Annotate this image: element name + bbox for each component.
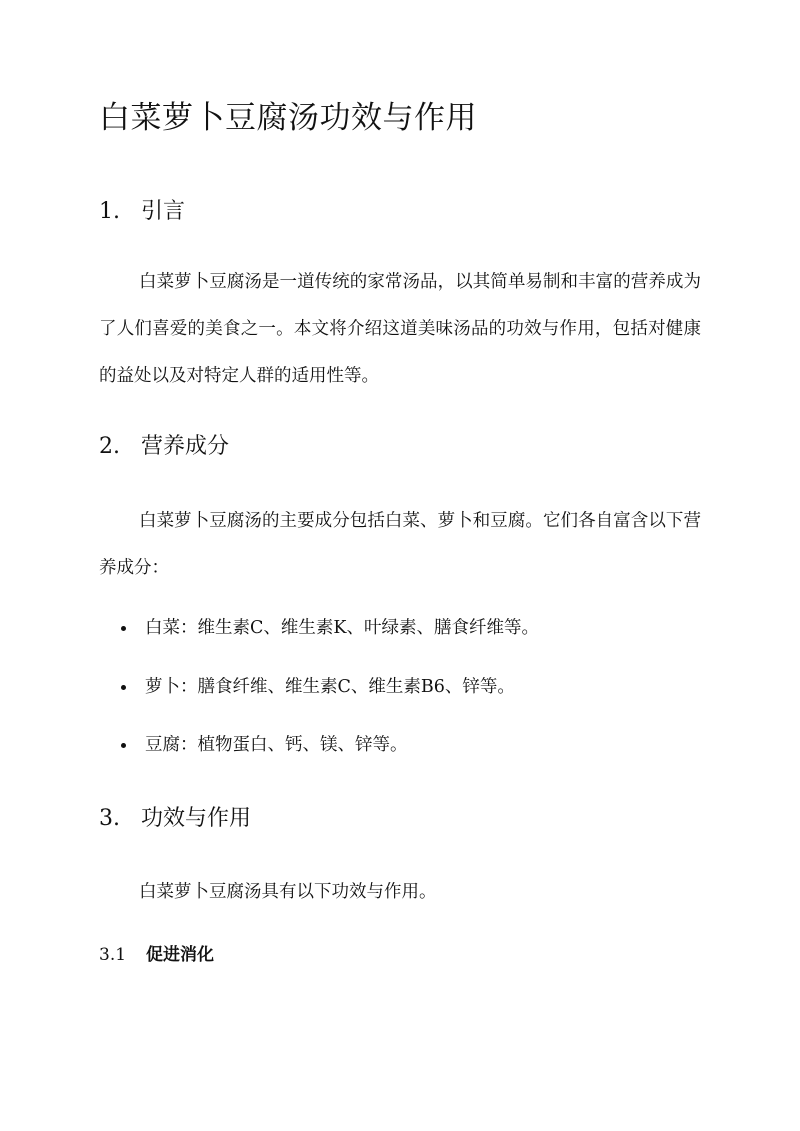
section-heading-effects [99,803,251,835]
section-number: 1. [99,199,120,224]
document-title: 白菜萝卜豆腐汤功效与作用 [99,100,477,136]
bullet-icon [121,743,126,748]
subsection-number: 3.1 [99,945,127,965]
subsection-title: 促进消化 [146,945,214,965]
section-number: 3. [99,806,120,831]
intro-paragraph: 白菜萝卜豆腐汤是一道传统的家常汤品，以其简单易制和丰富的营养成为了人们喜爱的美食之一。本文将介绍这道美味汤品的功效与作用，包括对健康的益处以及对特定人群的适用性等。 [99,272,701,386]
list-item-text: 萝卜：膳食纤维、维生素C、维生素B6、锌等。 [145,676,515,697]
section-title: 营养成分 [141,434,230,459]
section-number: 2. [99,434,120,459]
bullet-icon [121,685,126,690]
section-title: 引言 [141,199,186,224]
nutrition-paragraph: 白菜萝卜豆腐汤的主要成分包括白菜、萝卜和豆腐。它们各自富含以下营养成分： [99,511,701,578]
subsection-heading [99,942,214,968]
section-title: 功效与作用 [141,806,252,831]
list-item-text: 白菜：维生素C、维生素K、叶绿素、膳食纤维等。 [145,618,539,638]
bullet-icon [121,626,126,631]
effects-paragraph: 白菜萝卜豆腐汤具有以下功效与作用。 [139,882,437,902]
section-heading-intro [99,196,185,228]
list-item-text: 豆腐：植物蛋白、钙、镁、锌等。 [145,735,408,755]
section-heading-nutrition [99,431,229,463]
